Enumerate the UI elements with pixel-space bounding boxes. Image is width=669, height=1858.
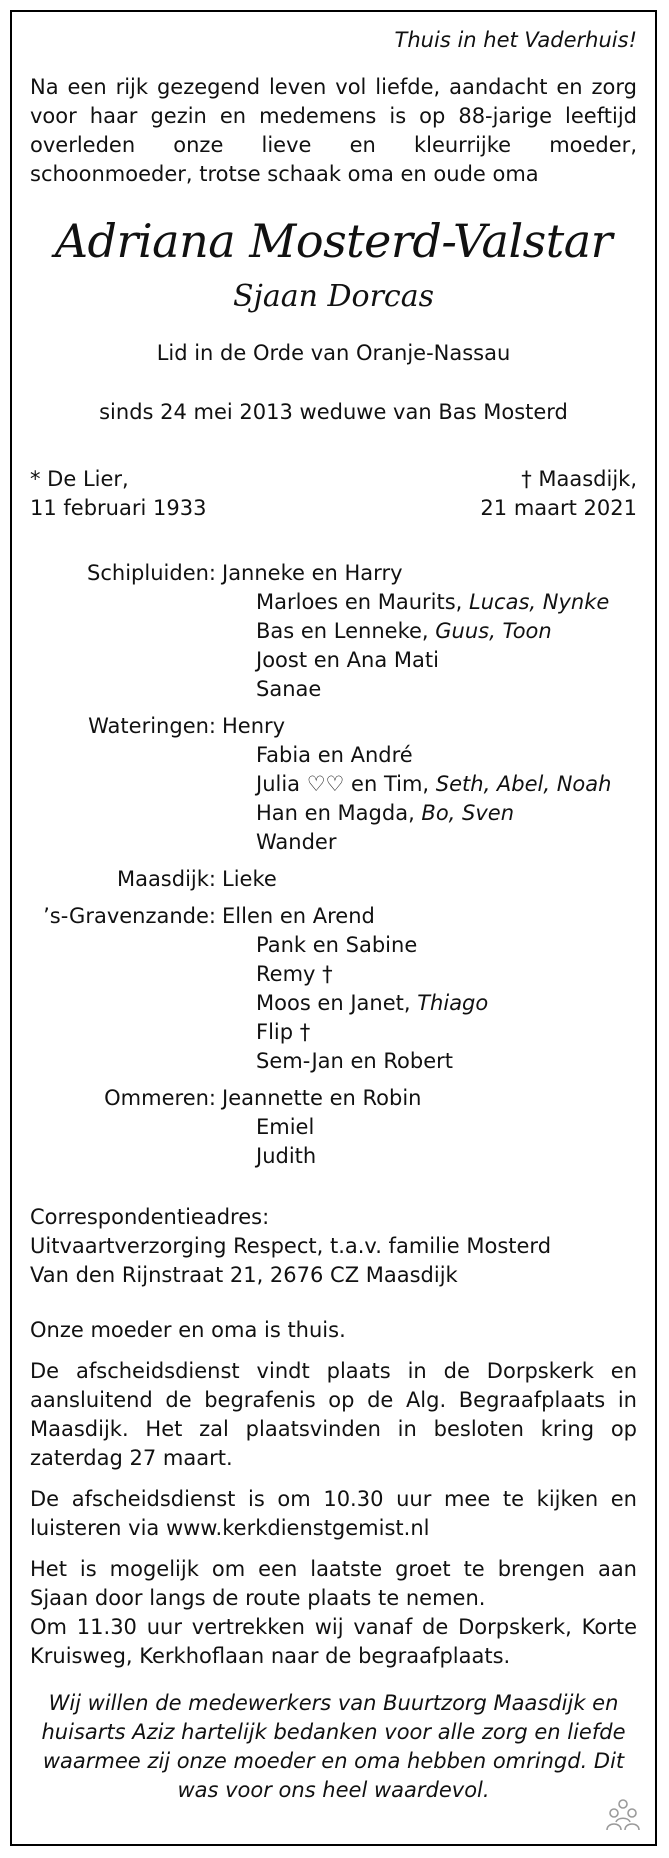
family-list	[30, 559, 637, 1171]
correspondence-line: Uitvaartverzorging Respect, t.a.v. familie Mosterd	[30, 1234, 552, 1258]
announcement-content	[30, 26, 637, 1826]
notices	[30, 1316, 637, 1671]
notice-service: De afscheidsdienst vindt plaats in de Dorpskerk en aansluitend de begrafenis op de Alg. Begraafplaats in Maasdijk. Het zal plaatsvinden in besloten kring op zaterdag 27 maart.	[30, 1359, 637, 1470]
birth-date: 11 februari 1933	[30, 496, 207, 520]
family-member: Julia ♡♡ en Tim, Seth, Abel, Noah	[256, 772, 612, 796]
announcement-frame	[10, 10, 657, 1846]
family-member: Flip †	[256, 1020, 311, 1044]
family-member: Lieke	[222, 867, 277, 891]
people-group-icon	[603, 1798, 643, 1832]
death-date: 21 maart 2021	[480, 496, 637, 520]
family-member: Marloes en Maurits, Lucas, Nynke	[256, 590, 610, 614]
family-place: Wateringen:	[88, 714, 216, 738]
family-member: Henry	[222, 714, 286, 738]
death-info	[480, 465, 637, 523]
family-place: Ommeren:	[104, 1086, 216, 1110]
family-group-maasdijk	[30, 865, 637, 894]
notice-stream: De afscheidsdienst is om 10.30 uur mee te kijken en luisteren via www.kerkdienstgemist.nl	[30, 1487, 637, 1540]
family-group-gravenzande	[30, 902, 637, 1076]
family-member: Jeannette en Robin	[222, 1086, 422, 1110]
family-group-schipluiden	[30, 559, 637, 704]
family-place: ’s-Gravenzande:	[43, 904, 216, 928]
family-member: Ellen en Arend	[222, 904, 375, 928]
family-place: Maasdijk:	[116, 867, 216, 891]
birth-info	[30, 465, 206, 523]
family-group-ommeren	[30, 1084, 637, 1171]
family-member: Sem-Jan en Robert	[256, 1049, 454, 1073]
thanks-text: Wij willen de medewerkers van Buurtzorg Maasdijk en huisarts Aziz hartelijk bedanken voor alle zorg en liefde waarmee zij onze moeder en oma hebben omringd. Dit was voor ons heel waardevol.	[41, 1691, 626, 1802]
family-member: Han en Magda, Bo, Sven	[256, 801, 515, 825]
family-member: Pank en Sabine	[256, 933, 418, 957]
deceased-name: Adriana Mosterd-Valstar	[54, 214, 613, 268]
notice-route: Het is mogelijk om een laatste groet te brengen aan Sjaan door langs de route plaats te nemen.	[30, 1557, 637, 1610]
family-member: Wander	[256, 830, 337, 854]
family-place: Schipluiden:	[87, 561, 216, 585]
motto: Thuis in het Vaderhuis!	[394, 28, 637, 52]
nickname: Sjaan Dorcas	[232, 279, 435, 314]
family-member: Remy †	[256, 962, 333, 986]
family-member: Judith	[256, 1144, 317, 1168]
family-member: Janneke en Harry	[222, 561, 403, 585]
family-member: Joost en Ana Mati	[256, 648, 439, 672]
death-place: † Maasdijk,	[521, 467, 637, 491]
widow-note: sinds 24 mei 2013 weduwe van Bas Mosterd	[99, 400, 568, 424]
honor-text: Lid in de Orde van Oranje-Nassau	[156, 341, 511, 365]
correspondence-line: Van den Rijnstraat 21, 2676 CZ Maasdijk	[30, 1263, 458, 1287]
family-member: Emiel	[256, 1115, 315, 1139]
family-group-wateringen	[30, 712, 637, 857]
intro-text: Na een rijk gezegend leven vol liefde, aandacht en zorg voor haar gezin en medemens is op 88-jarige leeftijd overleden onze lieve en kleurrijke moeder, schoonmoeder, trotse schaak oma en oude oma	[30, 75, 637, 186]
correspondence-address	[30, 1203, 637, 1290]
family-member: Fabia en André	[256, 743, 413, 767]
life-dates	[30, 465, 637, 523]
notice-home: Onze moeder en oma is thuis.	[30, 1318, 346, 1342]
family-member: Bas en Lenneke, Guus, Toon	[256, 619, 552, 643]
birth-place: * De Lier,	[30, 467, 129, 491]
family-member: Sanae	[256, 677, 322, 701]
correspondence-label: Correspondentieadres:	[30, 1205, 270, 1229]
family-member: Moos en Janet, Thiago	[256, 991, 489, 1015]
notice-route: Om 11.30 uur vertrekken wij vanaf de Dorpskerk, Korte Kruisweg, Kerkhoflaan naar de begraafplaats.	[30, 1615, 637, 1668]
